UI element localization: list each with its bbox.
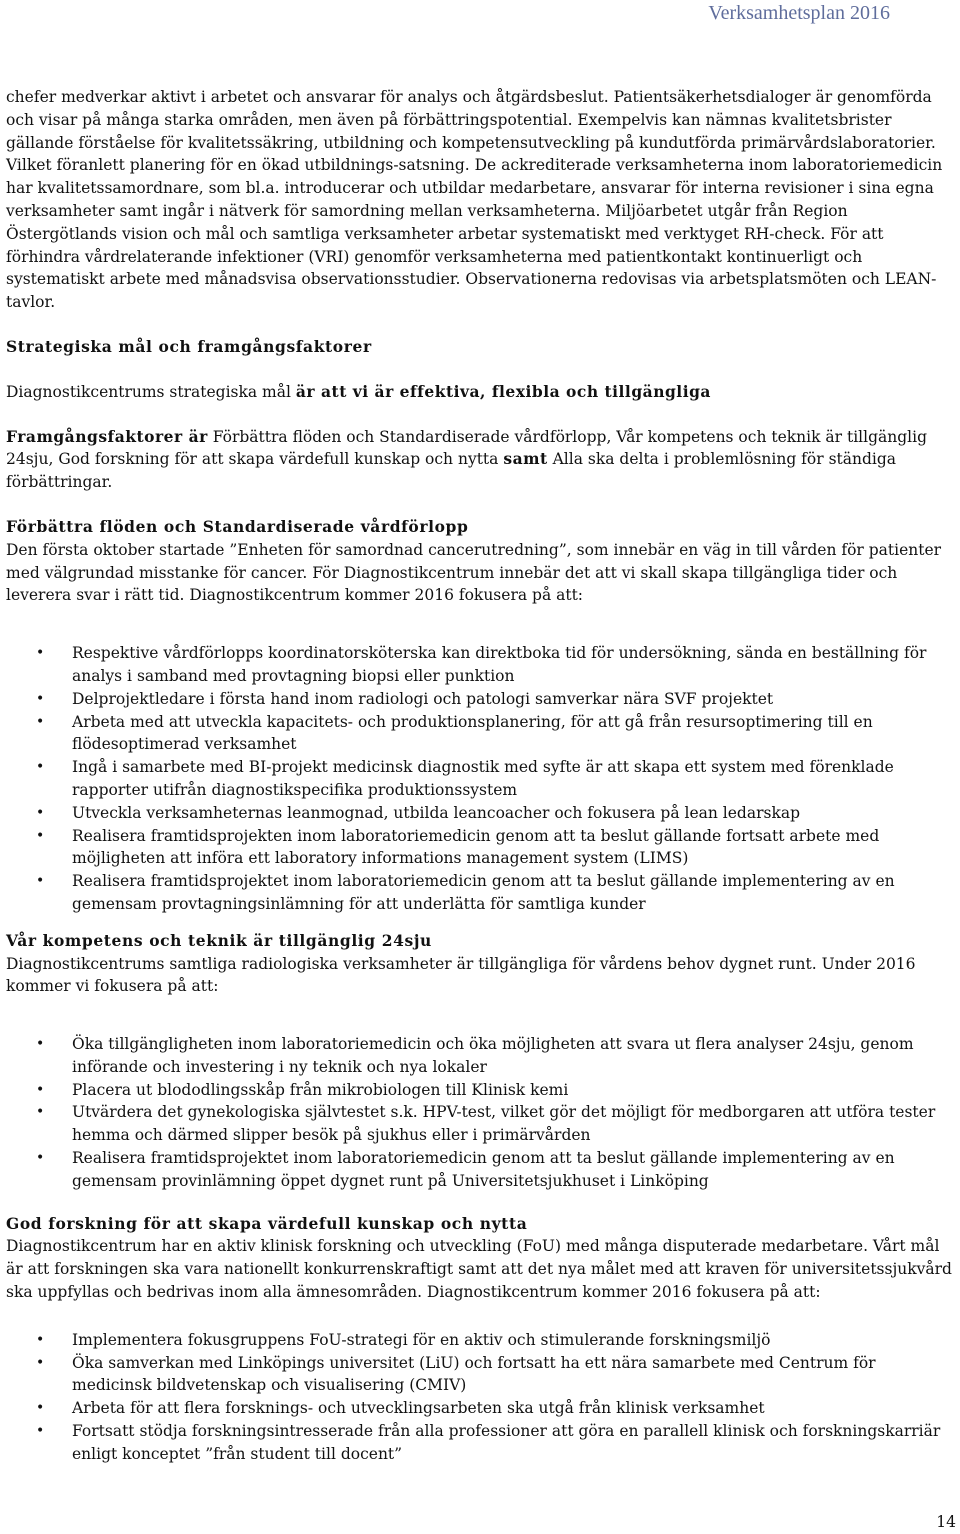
factors-samt: samt xyxy=(503,449,548,469)
bullet-icon: • xyxy=(36,713,45,730)
list-item-text: Placera ut blododlingsskåp från mikrobiologen till Klinisk kemi xyxy=(72,1080,569,1099)
list-item-text: Öka tillgängligheten inom laboratoriemedicin och öka möjligheten att svara ut flera analyser 24sju, genom införande och investering i ny teknik och nya lokaler xyxy=(72,1035,914,1076)
flows-heading: Förbättra flöden och Standardiserade vårdförlopp xyxy=(6,516,469,536)
list-item xyxy=(6,1101,954,1147)
bullet-icon: • xyxy=(36,1081,45,1098)
list-item-text: Fortsatt stödja forskningsintresserade från alla professioner att göra en parallell klinisk och forskningskarriär enligt konceptet ”från student till docent” xyxy=(72,1422,941,1463)
list-item xyxy=(6,1352,954,1398)
research-paragraph: Diagnostikcentrum har en aktiv klinisk forskning och utveckling (FoU) med många disputerade medarbetare. Vårt mål är att forskningen ska vara nationellt konkurrenskraftigt samt att det nya målet med att kraven för universitetssjukvård ska uppfyllas och bedrivas inom alla ämnesområden. Diagnostikcentrum kommer 2016 fokusera på att: xyxy=(6,1237,952,1302)
document-header-title: Verksamhetsplan 2016 xyxy=(708,2,890,24)
list-item-text: Implementera fokusgruppens FoU-strategi för en aktiv och stimulerande forskningsmiljö xyxy=(72,1330,771,1349)
list-item xyxy=(6,1079,954,1102)
list-item-text: Realisera framtidsprojektet inom laboratoriemedicin genom att ta beslut gällande implementering av en gemensam provinlämning öppet dygnet runt på Universitetsjukhuset i Linköping xyxy=(72,1149,895,1190)
list-item-text: Realisera framtidsprojekten inom laboratoriemedicin genom att ta beslut gällande fortsatt arbete med möjligheten att införa ett laboratory informations management system (LIMS) xyxy=(72,826,880,868)
competence-list xyxy=(6,1033,954,1193)
factors-label: Framgångsfaktorer är xyxy=(6,426,208,446)
bullet-icon: • xyxy=(36,690,45,707)
bullet-icon: • xyxy=(36,759,45,776)
goal-lead: Diagnostikcentrums strategiska mål xyxy=(6,382,296,401)
list-item xyxy=(6,1033,954,1079)
list-item xyxy=(6,1397,954,1420)
bullet-icon: • xyxy=(36,827,45,844)
factors-text-end: Alla ska delta i problemlösning för ständiga förbättringar. xyxy=(6,450,897,492)
list-item xyxy=(6,688,954,711)
list-item-text: Delprojektledare i första hand inom radiologi och patologi samverkar nära SVF projektet xyxy=(72,689,774,708)
research-list xyxy=(6,1329,954,1466)
list-item xyxy=(6,825,954,871)
list-item xyxy=(6,756,954,802)
list-item xyxy=(6,870,954,916)
bullet-icon: • xyxy=(36,1150,45,1167)
list-item-text: Arbeta med att utveckla kapacitets- och produktionsplanering, för att gå från resursoptimering till en flödesoptimerad verksamhet xyxy=(72,712,873,754)
bullet-icon: • xyxy=(36,1036,45,1053)
list-item-text: Öka samverkan med Linköpings universitet (LiU) och fortsatt ha ett nära samarbete med Centrum för medicinsk bildvetenskap och visualisering (CMIV) xyxy=(72,1353,876,1395)
list-item-text: Arbeta för att flera forsknings- och utvecklingsarbeten ska utgå från klinisk verksamhet xyxy=(72,1399,765,1418)
bullet-icon: • xyxy=(36,1423,45,1440)
list-item-text: Utvärdera det gynekologiska självtestet s.k. HPV-test, vilket gör det möjligt för medborgaren att utföra tester hemma och därmed slipper besök på sjukhus eller i primärvården xyxy=(72,1103,936,1145)
list-item-text: Realisera framtidsprojektet inom laboratoriemedicin genom att ta beslut gällande implementering av en gemensam provtagningsinlämning för att underlätta för samtliga kunder xyxy=(72,872,895,913)
intro-paragraph: chefer medverkar aktivt i arbetet och ansvarar för analys och åtgärdsbeslut. Patientsäkerhetsdialoger är genomförda och visar på många starka områden, men även på förbättringspotential. Exempelvis kan nämnas kvalitetsbrister gällande förståelse för kvalitetssäkring, utbildning och kompetensutveckling på kundutförda primärvårdslaboratorier. Vilket föranlett planering för en ökad utbildnings-satsning. De ackrediterade verksamheterna inom laboratoriemedicin har kvalitetssamordnare, som bl.a. introducerar och utbildar medarbetare, ansvarar för interna revisioner i sina egna verksamheter samt ingår i nätverk för samordning mellan verksamheterna. Miljöarbetet utgår från Region Östergötlands vision och mål och samtliga verksamheter arbetar systematiskt med verktyget RH-check. För att förhindra vårdrelaterande infektioner (VRI) genomför verksamheterna med patientkontakt kontinuerligt och systematiskt arbete med månadsvisa observationsstudier. Observationerna redovisas via arbetsplatsmöten och LEAN-tavlor. xyxy=(6,88,943,312)
bullet-icon: • xyxy=(36,1354,45,1371)
bullet-icon: • xyxy=(36,873,45,890)
bullet-icon: • xyxy=(36,645,45,662)
list-item xyxy=(6,1147,954,1193)
bullet-icon: • xyxy=(36,1400,45,1417)
success-factors xyxy=(6,426,954,494)
bullet-icon: • xyxy=(36,1331,45,1348)
flows-paragraph: Den första oktober startade ”Enheten för samordnad cancerutredning”, som innebär en väg in till vården för patienter med välgrundad misstanke för cancer. För Diagnostikcentrum innebär det att vi skall skapa tillgängliga tider och leverera svar i rätt tid. Diagnostikcentrum kommer 2016 fokusera på att: xyxy=(6,540,942,605)
factors-text: Förbättra flöden och Standardiserade vårdförlopp, Vår kompetens och teknik är tillgänglig 24sju, God forskning för att skapa värdefull kunskap och nytta xyxy=(6,427,927,469)
list-item-text: Utveckla verksamheternas leanmognad, utbilda leancoacher och fokusera på lean ledarskap xyxy=(72,803,800,822)
list-item-text: Respektive vårdförlopps koordinatorsköterska kan direktboka tid för undersökning, sända en beställning för analys i samband med provtagning biopsi eller punktion xyxy=(72,644,927,685)
list-item-text: Ingå i samarbete med BI-projekt medicinsk diagnostik med syfte är att skapa ett system med förenklade rapporter utifrån diagnostikspecifika produktionssystem xyxy=(72,758,894,799)
strategic-goal xyxy=(6,381,954,404)
strategic-heading: Strategiska mål och framgångsfaktorer xyxy=(6,336,372,356)
flows-list xyxy=(6,642,954,916)
list-item xyxy=(6,711,954,757)
research-heading: God forskning för att skapa värdefull kunskap och nytta xyxy=(6,1213,528,1233)
page-content xyxy=(6,86,954,1466)
competence-paragraph: Diagnostikcentrums samtliga radiologiska verksamheter är tillgängliga för vårdens behov dygnet runt. Under 2016 kommer vi fokusera på att: xyxy=(6,954,916,996)
bullet-icon: • xyxy=(36,804,45,821)
bullet-icon: • xyxy=(36,1104,45,1121)
list-item xyxy=(6,1329,954,1352)
competence-heading: Vår kompetens och teknik är tillgänglig 24sju xyxy=(6,930,432,950)
list-item xyxy=(6,642,954,688)
page-number: 14 xyxy=(936,1513,956,1532)
list-item xyxy=(6,1420,954,1466)
list-item xyxy=(6,802,954,825)
goal-emphasis: är att vi är effektiva, flexibla och tillgängliga xyxy=(295,381,711,401)
